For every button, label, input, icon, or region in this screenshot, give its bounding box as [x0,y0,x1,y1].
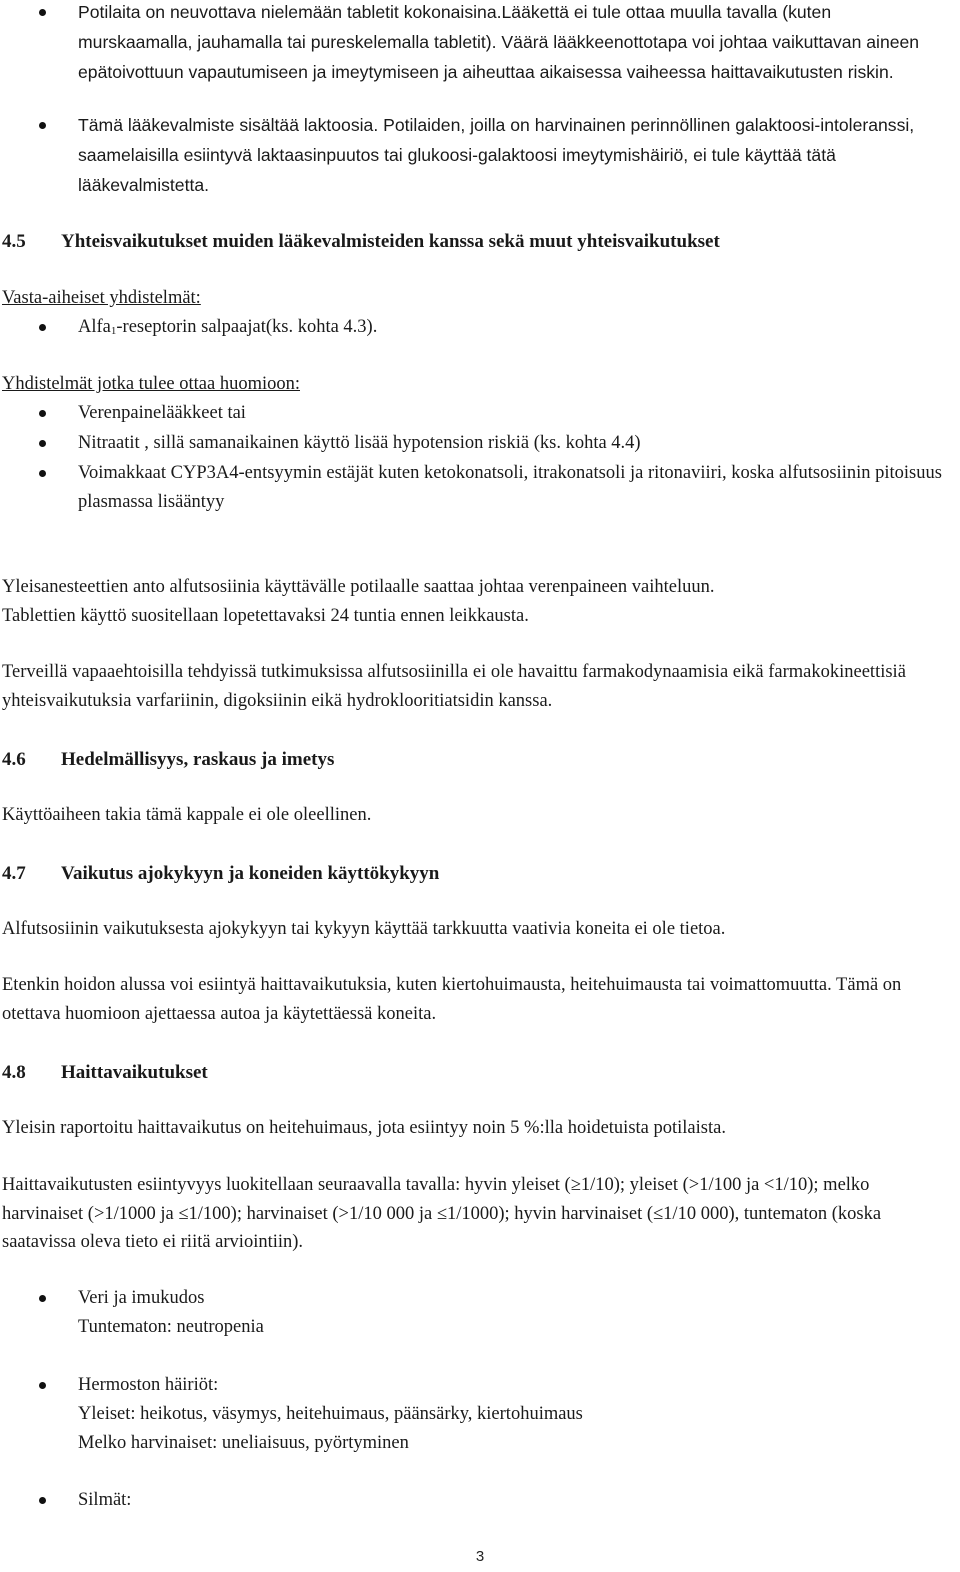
lactose-text: Tämä lääkevalmiste sisältää laktoosia. Potilaiden, joilla on harvinainen perinnöllinen galaktoosi-intoleranssi, saamelaisilla esiintyvä laktaasinpuutos tai glukoosi-galaktoosi imeytymishäiriö, ei tule käyttää tätä lääkevalmistetta. [78,115,915,195]
section-4-7-heading [2,859,952,888]
section-4-6-text: Käyttöaiheen takia tämä kappale ei ole oleellinen. [2,805,372,825]
frequency-text: Haittavaikutusten esiintyvyys luokitellaan seuraavalla tavalla: hyvin yleiset (≥1/10); yleiset (>1/100 ja <1/10); melko harvinaiset (>1/1000 ja ≤1/100); harvinaiset (>1/10 000 ja ≤1/1000); hyvin harvinaiset (≤1/10 000), tuntematon (koska saatavissa oleva tieto ei riitä arviointiin). [2,1175,882,1252]
section-4-5-heading [2,227,952,256]
driving-text-2: Etenkin hoidon alussa voi esiintyä haittavaikutuksia, kuten kiertohuimausta, heitehuimausta tai voimattomuutta. Tämä on otettava huomioon ajettaessa autoa ja käytettäessä koneita. [2,975,902,1024]
section-4-8-title: Haittavaikutukset [61,1062,208,1083]
alfa1-subscript: 1 [110,325,117,337]
blood-title: Veri ja imukudos [78,1288,205,1308]
cyp3a4-text: Voimakkaat CYP3A4-entsyymin estäjät kuten ketokonatsoli, itrakonatsoli ja ritonaviiri, koska alfutsosiinin pitoisuus plasmassa lisääntyy [78,463,942,512]
volunteers-text: Terveillä vapaaehtoisilla tehdyissä tutkimuksissa alfutsosiinilla ei ole havaittu farmakodynaamisia eikä farmakokineettisiä yhteisvaikutuksia varfariinin, digoksiinin eikä hydroklooritiatsidin kanssa. [2,662,906,711]
anesthesia-line-1: Yleisanesteettien anto alfutsosiinia käyttävälle potilaalle saattaa johtaa verenpaineen vaihteluun. [2,577,715,597]
section-4-6-number: 4.6 [2,749,26,770]
driving-paragraph-2 [2,971,952,1028]
list-item-lactose [78,111,950,201]
frequency-paragraph [2,1171,952,1257]
list-item-nervous-system [78,1371,950,1458]
section-4-6-title: Hedelmällisyys, raskaus ja imetys [61,749,335,770]
section-4-7-number: 4.7 [2,863,26,884]
contraindicated-label: Vasta-aiheiset yhdistelmät: [2,288,201,308]
volunteers-paragraph [2,658,952,715]
contraindicated-label-row [2,284,952,313]
list-item-cyp3a4 [78,459,950,517]
list-item-antihypertensives [78,399,950,428]
eyes-title: Silmät: [78,1490,132,1510]
section-4-5-title: Yhteisvaikutukset muiden lääkevalmisteiden kanssa sekä muut yhteisvaikutukset [61,231,720,252]
nitrates-text: Nitraatit , sillä samanaikainen käyttö lisää hypotension riskiä (ks. kohta 4.4) [78,433,641,453]
list-item-tablet-swallowing [78,0,950,88]
section-4-6-heading [2,745,952,774]
page-number: 3 [475,1548,485,1565]
nervous-line-1: Yleiset: heikotus, väsymys, heitehuimaus, päänsärky, kiertohuimaus [78,1404,583,1424]
nervous-title: Hermoston häiriöt: [78,1375,219,1395]
list-item-eyes [78,1486,950,1515]
list-item-nitrates [78,429,950,458]
adverse-effects-text-1: Yleisin raportoitu haittavaikutus on heitehuimaus, jota esiintyy noin 5 %:lla hoidetuista potilaista. [2,1118,726,1138]
section-4-8-number: 4.8 [2,1062,26,1083]
nervous-line-2: Melko harvinaiset: uneliaisuus, pyörtyminen [78,1433,409,1453]
anesthesia-paragraph [2,573,952,630]
list-item-alfa1 [78,313,950,342]
alfa1-suffix: -reseptorin salpaajat(ks. kohta 4.3). [116,317,378,337]
alfa1-prefix: Alfa [78,317,111,337]
section-4-7-title: Vaikutus ajokykyyn ja koneiden käyttökykyyn [61,863,440,884]
list-item-blood [78,1284,950,1342]
tablet-swallowing-text-2: Lääkettä ei tule ottaa muulla tavalla (kuten murskaamalla, jauhamalla tai pureskelemalla tabletit). Väärä lääkkeenottotapa voi johtaa vaikuttavan aineen epätoivottuun vapautumiseen ja imeytymiseen ja aiheuttaa aikaisessa vaiheessa haittavaikutusten riskin. [78,2,920,82]
adverse-effects-paragraph-1 [2,1114,952,1143]
consider-label: Yhdistelmät jotka tulee ottaa huomioon: [2,374,300,394]
section-4-8-heading [2,1058,952,1087]
tablet-swallowing-text-1: Potilaita on neuvottava nielemään tabletit kokonaisina. [78,2,502,22]
driving-paragraph-1 [2,915,952,944]
consider-label-row [2,370,952,399]
section-4-5-number: 4.5 [2,231,26,252]
blood-line-1: Tuntematon: neutropenia [78,1317,264,1337]
anesthesia-line-2: Tablettien käyttö suositellaan lopetettavaksi 24 tuntia ennen leikkausta. [2,605,529,626]
driving-text-1: Alfutsosiinin vaikutuksesta ajokykyyn tai kykyyn käyttää tarkkuutta vaativia koneita ei ole tietoa. [2,919,726,939]
antihypertensives-text: Verenpainelääkkeet tai [78,403,246,423]
section-4-6-paragraph [2,801,952,830]
